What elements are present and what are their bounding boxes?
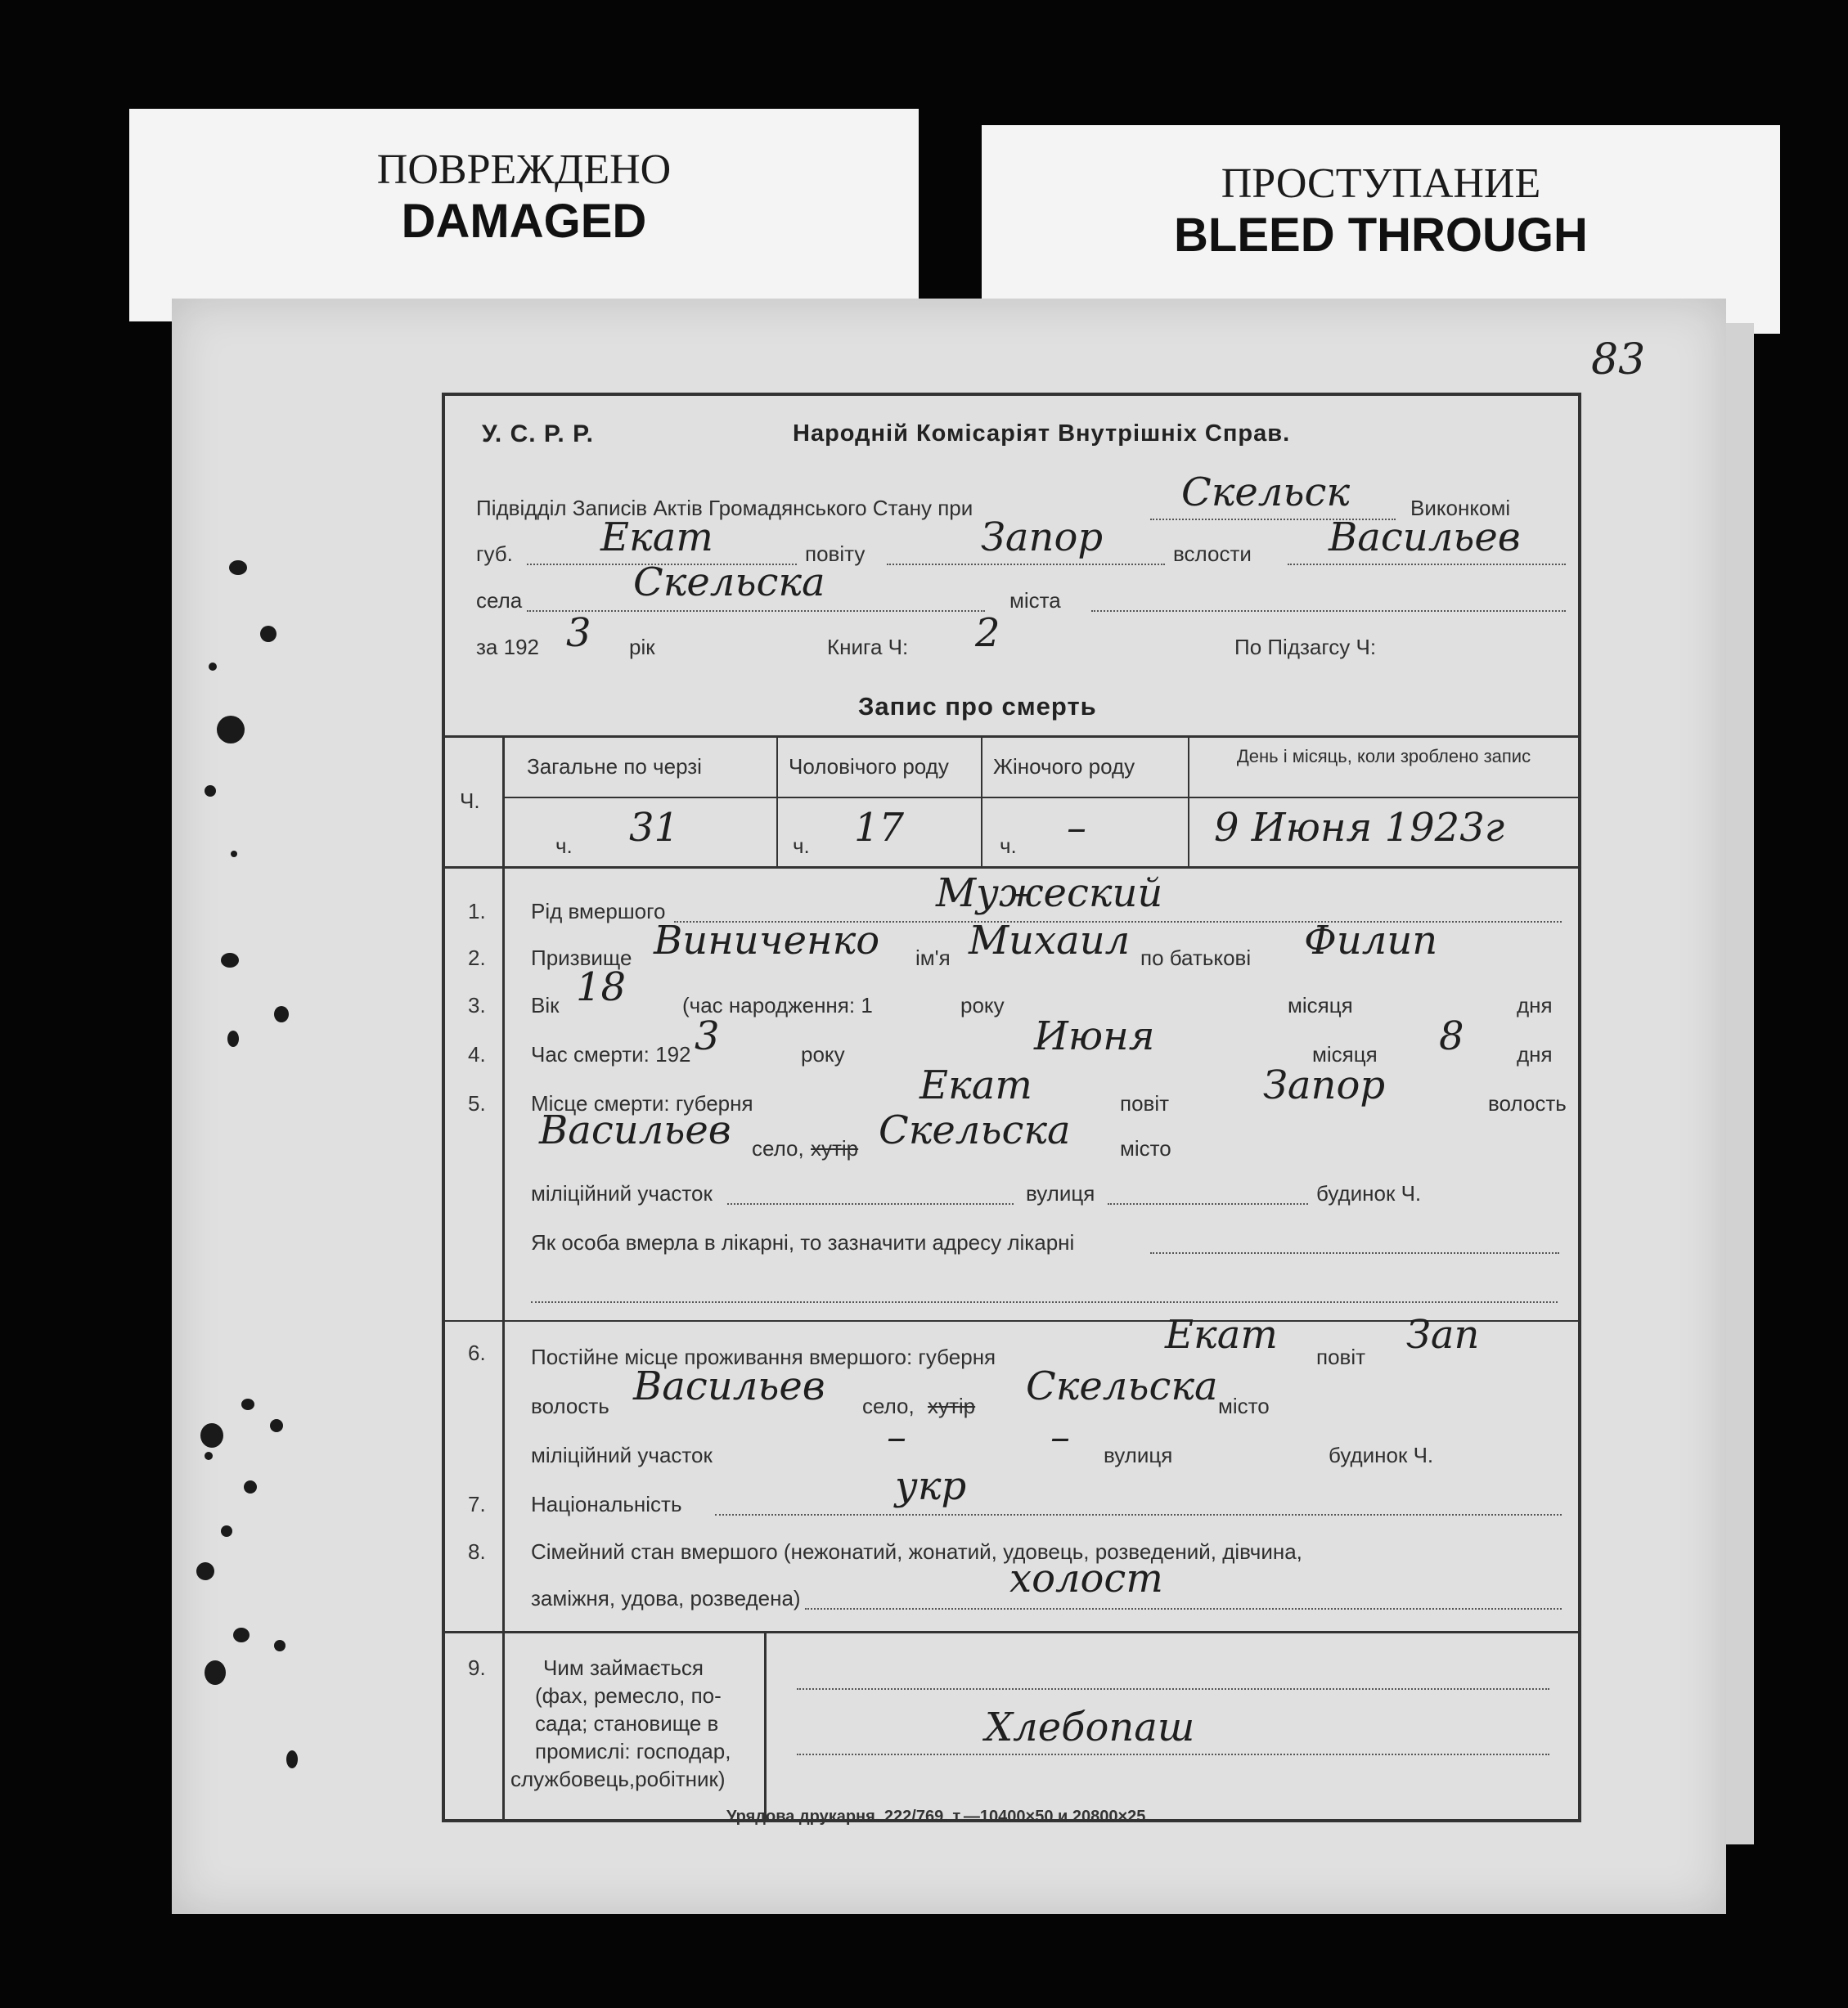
year-word: року xyxy=(801,1042,845,1067)
value-general: 31 xyxy=(629,805,680,851)
exec-label: Виконкомі xyxy=(1410,496,1511,520)
damage-hole xyxy=(286,1750,298,1768)
sela-value: Скельска xyxy=(633,559,825,605)
month-word: місяця xyxy=(1288,993,1353,1017)
year-word: року xyxy=(960,993,1005,1017)
damage-hole xyxy=(270,1419,283,1432)
dotted-line xyxy=(1091,610,1566,612)
khutir-label: хутір xyxy=(811,1136,859,1161)
damage-hole xyxy=(205,1660,226,1685)
gub-label: губ. xyxy=(476,541,513,566)
row-number: 3. xyxy=(468,993,486,1017)
row-number: 6. xyxy=(468,1341,486,1365)
residence-selo-value: Скельска xyxy=(1026,1363,1218,1409)
damage-hole xyxy=(229,560,247,575)
povit-label: повіт xyxy=(1120,1091,1170,1116)
ministry-header: Народній Комісаріят Внутрішніх Справ. xyxy=(793,420,1291,447)
col-date: День і місяць, коли зроблено запис xyxy=(1236,746,1531,766)
subdept-label: Підвідділ Записів Актів Громадянського Стану при xyxy=(476,496,973,520)
gub-value: Екат xyxy=(600,514,713,560)
militia-label: міліційний участок xyxy=(531,1181,713,1206)
damage-hole xyxy=(274,1006,289,1022)
selo-label: село, xyxy=(862,1394,915,1418)
dotted-line xyxy=(527,610,985,612)
house-label: будинок Ч. xyxy=(1316,1181,1422,1206)
sheet-number: 83 xyxy=(1591,335,1646,384)
col-female: Жіночого роду xyxy=(993,754,1135,779)
povit-label: повіт xyxy=(1316,1345,1366,1369)
sex-value: Мужеский xyxy=(936,870,1163,916)
occupation-label: службовець,робітник) xyxy=(510,1767,726,1791)
dotted-line xyxy=(531,1301,1558,1303)
ch-prefix: ч. xyxy=(1000,833,1017,858)
damaged-label-card xyxy=(129,109,919,321)
damaged-label-en: DAMAGED xyxy=(401,195,647,248)
birth-label: (час народження: 1 xyxy=(682,993,873,1017)
number-column-rule xyxy=(502,735,505,1819)
rik-label: рік xyxy=(629,635,655,659)
name-label: ім'я xyxy=(915,946,951,970)
value-female: – xyxy=(1067,805,1086,851)
damage-hole xyxy=(244,1480,257,1494)
dotted-line xyxy=(797,1688,1549,1690)
value-male: 17 xyxy=(854,805,905,851)
marital-label: Сімейний стан вмершого (нежонатий, жонатий, удовець, розведений, дівчина, xyxy=(531,1539,1302,1564)
occupation-label: (фах, ремесло, по- xyxy=(535,1683,722,1708)
marital-label-2: заміжня, удова, розведена) xyxy=(531,1586,801,1610)
damage-hole xyxy=(200,1423,223,1448)
street-label: вулиця xyxy=(1026,1181,1095,1206)
section-rule xyxy=(445,1631,1578,1633)
house-label: будинок Ч. xyxy=(1329,1443,1434,1467)
day-word: дня xyxy=(1517,1042,1553,1067)
death-year-value: 3 xyxy=(695,1013,720,1059)
residence-gub-value: Екат xyxy=(1165,1312,1278,1358)
day-word: дня xyxy=(1517,993,1553,1017)
row-number: 7. xyxy=(468,1492,486,1516)
row-number: 2. xyxy=(468,946,486,970)
misto-label: місто xyxy=(1218,1394,1270,1418)
damage-hole xyxy=(221,1525,232,1537)
damage-hole xyxy=(233,1628,250,1642)
value-date: 9 Июня 1923г xyxy=(1214,805,1504,851)
patronymic-value: Филип xyxy=(1304,918,1438,964)
death-povit-value: Запор xyxy=(1263,1062,1386,1108)
table-col-rule xyxy=(981,735,982,866)
table-col-rule xyxy=(1188,735,1189,866)
dotted-line xyxy=(1288,564,1566,565)
death-time-label: Час смерти: 192 xyxy=(531,1042,691,1067)
death-volost-value: Васильев xyxy=(539,1107,731,1153)
surname-label: Призвище xyxy=(531,946,632,970)
death-place-label: Місце смерти: губерня xyxy=(531,1091,753,1116)
damage-hole xyxy=(274,1640,286,1651)
subdept-value: Скельск xyxy=(1181,469,1351,515)
book-value: 2 xyxy=(975,610,1000,656)
povit-label: повіту xyxy=(805,541,866,566)
povit-value: Запор xyxy=(981,514,1104,560)
volost-label: волость xyxy=(531,1394,609,1418)
sex-label: Рід вмершого xyxy=(531,899,666,923)
year-value: 3 xyxy=(566,610,591,656)
surname-value: Виниченко xyxy=(654,918,880,964)
occupation-col-rule xyxy=(764,1631,767,1819)
row-number: 8. xyxy=(468,1539,486,1564)
damaged-label-ru: ПОВРЕЖДЕНО xyxy=(376,146,672,193)
volost-value: Васильев xyxy=(1329,514,1521,560)
death-month-value: Июня xyxy=(1034,1013,1155,1059)
ch-prefix: ч. xyxy=(793,833,810,858)
dotted-line xyxy=(1150,1252,1559,1254)
nationality-value: укр xyxy=(895,1463,967,1509)
dotted-line xyxy=(887,564,1165,565)
selo-label: село, xyxy=(752,1136,804,1161)
record-title: Запис про смерть xyxy=(858,692,1097,721)
militia-label: міліційний участок xyxy=(531,1443,713,1467)
residence-label: Постійне місце проживання вмершого: губерня xyxy=(531,1345,996,1369)
table-col-rule xyxy=(776,735,778,866)
book-label: Книга Ч: xyxy=(827,635,909,659)
occupation-label: промислі: господар, xyxy=(535,1739,731,1763)
occupation-value: Хлебопаш xyxy=(985,1705,1195,1750)
bleed-label-en: BLEED THROUGH xyxy=(1174,209,1588,262)
occupation-label: Чим займається xyxy=(543,1655,704,1680)
name-value: Михаил xyxy=(969,918,1131,964)
patronymic-label: по батькові xyxy=(1140,946,1252,970)
year-label: за 192 xyxy=(476,635,539,659)
dotted-line xyxy=(715,1514,1562,1516)
row-number: 5. xyxy=(468,1091,486,1116)
nationality-label: Національність xyxy=(531,1492,682,1516)
damage-hole xyxy=(241,1399,254,1410)
document-sheet xyxy=(172,299,1726,1914)
damage-hole xyxy=(227,1031,239,1047)
residence-militia-value: – xyxy=(887,1414,906,1460)
row-number: 1. xyxy=(468,899,486,923)
ussr-header: У. С. Р. Р. xyxy=(482,420,594,447)
podzag-label: По Підзагсу Ч: xyxy=(1234,635,1377,659)
volost-label: вслости xyxy=(1173,541,1252,566)
misto-label: місто xyxy=(1120,1136,1171,1161)
dotted-line xyxy=(797,1754,1549,1755)
ch-prefix: ч. xyxy=(555,833,573,858)
khutir-label: хутір xyxy=(928,1394,976,1418)
death-record-form xyxy=(442,393,1581,1822)
dotted-line xyxy=(805,1608,1562,1610)
damage-hole xyxy=(196,1562,214,1580)
dotted-line xyxy=(1108,1203,1308,1205)
table-top-rule xyxy=(445,735,1578,738)
table-mid-rule xyxy=(505,797,1578,798)
death-gub-value: Екат xyxy=(920,1062,1032,1108)
damage-hole xyxy=(260,626,277,642)
mista-label: міста xyxy=(1009,588,1061,613)
residence-povit-value: Зап xyxy=(1406,1312,1480,1358)
month-word: місяця xyxy=(1312,1042,1378,1067)
row-number: 4. xyxy=(468,1042,486,1067)
damage-hole xyxy=(221,953,239,968)
age-value: 18 xyxy=(576,964,627,1010)
marital-value: холост xyxy=(1009,1556,1163,1601)
death-selo-value: Скельска xyxy=(879,1107,1071,1153)
col-male: Чоловічого роду xyxy=(789,754,949,779)
table-bottom-rule xyxy=(445,866,1578,869)
sela-label: села xyxy=(476,588,523,613)
volost-label: волость xyxy=(1488,1091,1567,1116)
damage-hole xyxy=(217,716,245,743)
printer-footer: Урядова друкарня. 222/769. т.—10400×50 и 20800×25. xyxy=(726,1808,1150,1826)
residence-street-value: – xyxy=(1050,1414,1070,1460)
occupation-label: сада; становище в xyxy=(535,1711,719,1736)
damage-hole xyxy=(209,663,217,671)
age-label: Вік xyxy=(531,993,560,1017)
death-day-value: 8 xyxy=(1439,1013,1464,1059)
hospital-label: Як особа вмерла в лікарні, то зазначити адресу лікарні xyxy=(531,1230,1075,1255)
residence-volost-value: Васильев xyxy=(633,1363,825,1409)
damage-hole xyxy=(205,785,216,797)
bleed-label-ru: ПРОСТУПАНИЕ xyxy=(1221,160,1541,207)
row-number: 9. xyxy=(468,1655,486,1680)
damage-hole xyxy=(231,851,237,857)
col-general: Загальне по черзі xyxy=(527,754,702,779)
damage-hole xyxy=(205,1452,213,1460)
table-ch-label: Ч. xyxy=(460,788,480,813)
street-label: вулиця xyxy=(1104,1443,1173,1467)
dotted-line xyxy=(727,1203,1014,1205)
